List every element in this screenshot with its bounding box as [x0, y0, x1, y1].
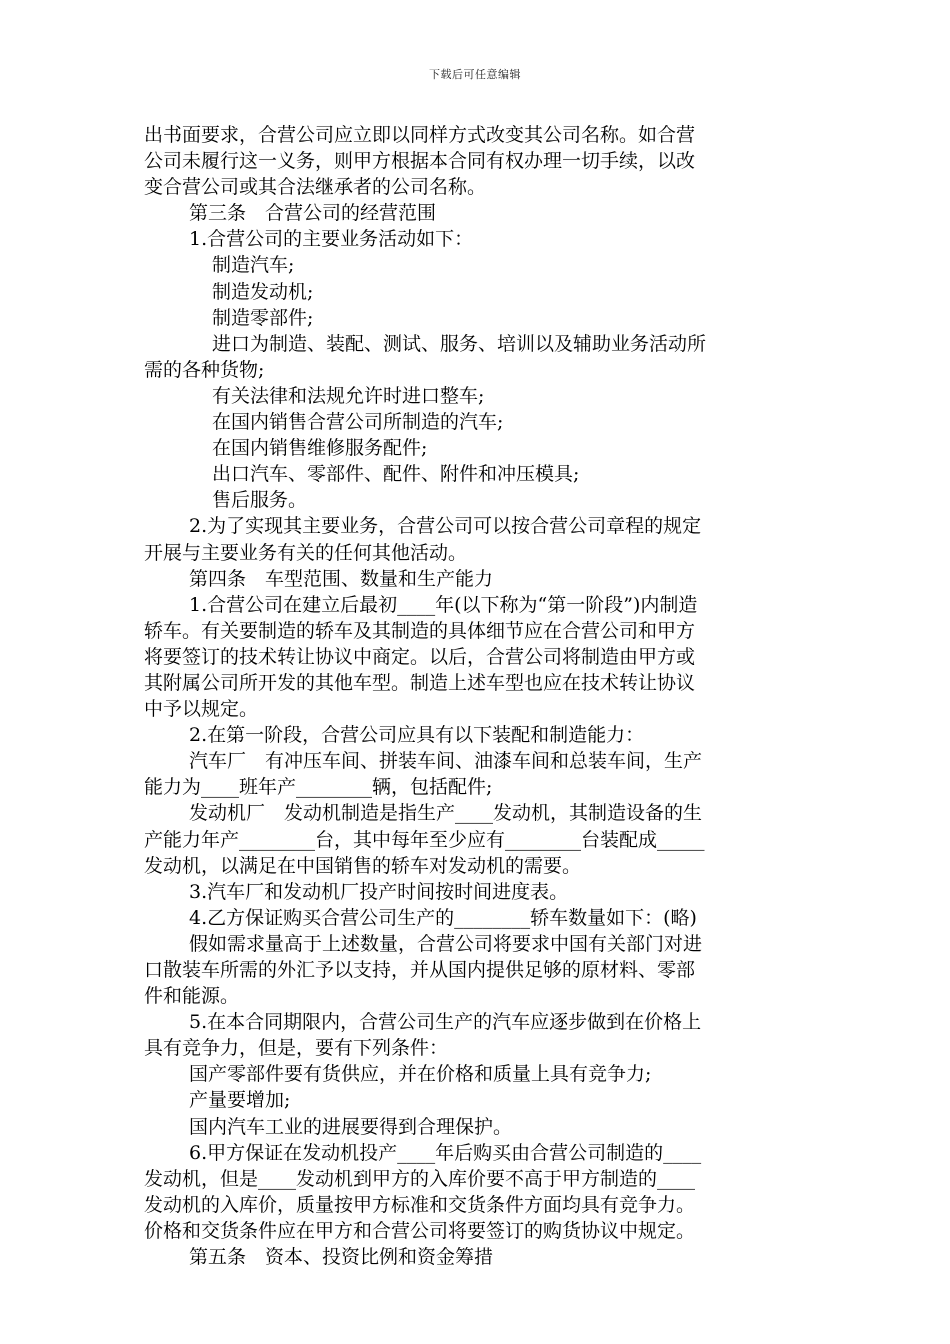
text-line: 6.甲方保证在发动机投产____年后购买由合营公司制造的____ [189, 1141, 702, 1164]
text-line: 件和能源。 [144, 985, 240, 1008]
text-line: 4.乙方保证购买合营公司生产的________轿车数量如下：(略) [189, 906, 697, 929]
text-line: 3.汽车厂和发动机厂投产时间按时间进度表。 [189, 880, 569, 903]
text-line: 出书面要求，合营公司应立即以同样方式改变其公司名称。如合营 [144, 124, 696, 146]
text-line: 需的各种货物; [144, 358, 265, 381]
text-line: 发动机的入库价，质量按甲方标准和交货条件方面均具有竞争力。 [144, 1193, 696, 1216]
document-body [144, 122, 808, 1270]
text-line: 变合营公司或其合法继承者的公司名称。 [144, 176, 487, 199]
text-line: 出口汽车、零部件、配件、附件和冲压模具; [212, 463, 580, 486]
text-line: 产能力年产________台，其中每年至少应有________台装配成_____ [144, 828, 705, 851]
text-line: 汽车厂 有冲压车间、拼装车间、油漆车间和总装车间，生产 [189, 750, 703, 773]
text-line: 开展与主要业务有关的任何其他活动。 [144, 541, 468, 564]
text-line: 将要签订的技术转让协议中商定。以后，合营公司将制造由甲方或 [144, 645, 696, 668]
text-line: 假如需求量高于上述数量，合营公司将要求中国有关部门对进 [189, 932, 703, 955]
text-line: 口散装车所需的外汇予以支持，并从国内提供足够的原材料、零部 [144, 959, 696, 981]
text-line: 2.在第一阶段，合营公司应具有以下装配和制造能力： [189, 724, 645, 747]
text-line: 进口为制造、装配、测试、服务、培训以及辅助业务活动所 [212, 332, 707, 355]
text-line: 在国内销售维修服务配件; [212, 437, 428, 460]
text-line: 在国内销售合营公司所制造的汽车; [212, 411, 504, 434]
text-line: 发动机，但是____发动机到甲方的入库价要不高于甲方制造的____ [144, 1167, 696, 1190]
text-line: 能力为____班年产________辆，包括配件; [144, 776, 493, 799]
page-header: 下载后可任意编辑 [429, 68, 521, 81]
text-line: 售后服务。 [212, 489, 308, 512]
text-line: 产量要增加; [189, 1089, 291, 1112]
text-line: 有关法律和法规允许时进口整车; [212, 384, 485, 407]
text-line: 公司未履行这一义务，则甲方根据本合同有权办理一切手续，以改 [144, 150, 696, 173]
text-line: 第三条 合营公司的经营范围 [189, 202, 437, 225]
text-line: 1.合营公司的主要业务活动如下： [189, 228, 474, 251]
text-line: 2.为了实现其主要业务，合营公司可以按合营公司章程的规定 [189, 515, 702, 538]
text-line: 第四条 车型范围、数量和生产能力 [189, 567, 494, 590]
text-line: 制造零部件; [212, 306, 314, 329]
text-line: 轿车。有关要制造的轿车及其制造的具体细节应在合营公司和甲方 [144, 619, 696, 642]
text-line: 发动机，以满足在中国销售的轿车对发动机的需要。 [144, 854, 582, 877]
text-line: 价格和交货条件应在甲方和合营公司将要签订的购货协议中规定。 [144, 1219, 696, 1242]
text-line: 国产零部件要有货供应，并在价格和质量上具有竞争力; [189, 1063, 652, 1086]
text-line: 国内汽车工业的进展要得到合理保护。 [189, 1115, 513, 1138]
text-line: 1.合营公司在建立后最初____年(以下称为“第一阶段”)内制造 [189, 593, 698, 616]
text-line: 具有竞争力，但是，要有下列条件： [144, 1037, 449, 1060]
text-line: 中予以规定。 [144, 698, 259, 721]
text-line: 制造发动机; [212, 280, 314, 303]
text-line: 第五条 资本、投资比例和资金筹措 [189, 1246, 494, 1269]
text-line: 制造汽车; [212, 254, 295, 277]
text-line: 其附属公司所开发的其他车型。制造上述车型也应在技术转让协议 [144, 671, 696, 694]
text-line: 5.在本合同期限内，合营公司生产的汽车应逐步做到在价格上 [189, 1011, 702, 1034]
text-line: 发动机厂 发动机制造是指生产____发动机，其制造设备的生 [189, 802, 703, 825]
